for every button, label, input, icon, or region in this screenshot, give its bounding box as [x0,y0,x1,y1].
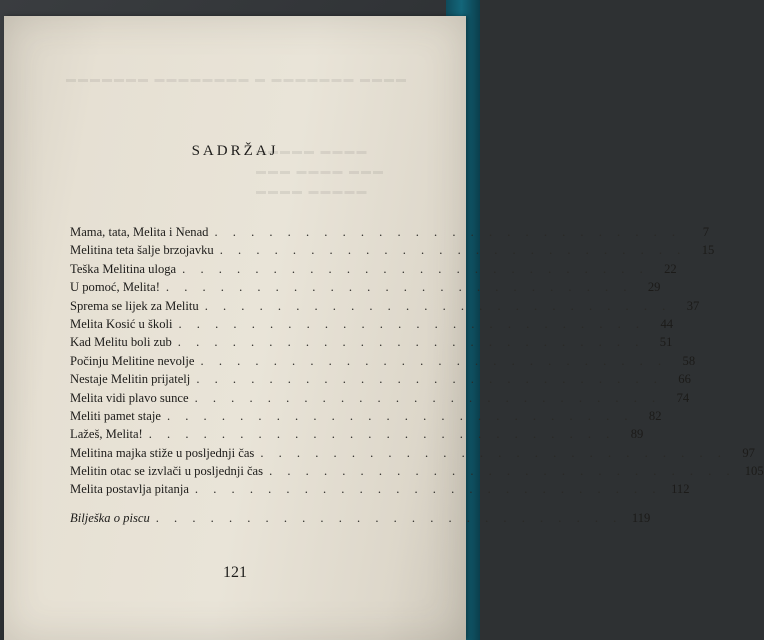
toc-entry-page: 66 [678,372,691,387]
dot-leader: . . . . . . . . . . . . . . . . . . . . . . . . . . [200,353,668,368]
dot-leader: . . . . . . . . . . . . . . . . . . . . . . . . . . [165,280,633,295]
toc-entry [70,352,696,370]
toc-entry-title: Nestaje Melitin prijatelj [70,372,191,387]
dot-leader: . . . . . . . . . . . . . . . . . . . . . . . . . . [178,316,646,331]
toc-entry-page: 105 [744,464,764,479]
toc-entry-author-note [70,509,651,527]
toc-entry-page: 15 [701,243,715,258]
dot-leader: . . . . . . . . . . . . . . . . . . . . . . . . . . [166,408,634,423]
show-through-text: ▬▬▬▬ ▬▬▬▬▬ [254,146,367,157]
dot-leader: . . . . . . . . . . . . . . . . . . . . . . . . . . [177,335,645,350]
toc-entry-page: 97 [742,445,755,460]
toc-entry-page: 119 [631,510,651,525]
toc-entry-title: Teška Melitina uloga [70,261,177,276]
toc-entry-page: 37 [686,298,700,313]
dot-leader: . . . . . . . . . . . . . . . . . . . . . . . . . . [196,372,663,387]
toc-entry [70,315,674,333]
toc-entry [70,480,690,498]
show-through-text: ▬▬▬▬▬ ▬▬▬▬ [254,186,367,197]
toc-entry [70,278,661,296]
toc-entry-page: 89 [630,427,644,442]
toc-entry [70,370,691,388]
toc-entry [70,241,715,259]
toc-entry-title: Kad Melitu boli zub [70,335,172,350]
toc-entry-title: Meliti pamet staje [70,408,161,423]
table-of-contents [70,223,764,527]
show-through-text: ▬▬▬▬ ▬▬▬▬▬▬▬ ▬ ▬▬▬▬▬▬▬▬ ▬▬▬▬▬▬▬ [64,74,406,85]
dot-leader: . . . . . . . . . . . . . . . . . . . . . . . . . . [182,261,649,276]
toc-entry-title: U pomoć, Melita! [70,280,160,295]
dot-leader: . . . . . . . . . . . . . . . . . . . . . . . . . . [260,445,727,460]
toc-entry-page: 29 [647,280,661,295]
dot-leader: . . . . . . . . . . . . . . . . . . . . . . . . . . [194,482,662,497]
toc-entry-page: 82 [648,408,662,423]
toc-entry [70,425,644,443]
toc-entry-title: Sprema se lijek za Melitu [70,298,199,313]
toc-entry [70,407,662,425]
toc-entry-title: Melita vidi plavo sunce [70,390,189,405]
toc-entry-page: 7 [702,225,710,239]
dot-leader: . . . . . . . . . . . . . . . . . . . . . . . . . . [148,427,616,442]
dot-leader: . . . . . . . . . . . . . . . . . . . . . . . . . . [194,390,662,405]
toc-entry [70,389,690,407]
dot-leader: . . . . . . . . . . . . . . . . . . . . . . . . . . [204,298,672,313]
toc-entry [70,462,764,480]
toc-entry-page: 74 [676,390,690,405]
toc-entry-title: Lažeš, Melita! [70,427,143,442]
toc-entry-page: 58 [682,353,696,368]
dot-leader: . . . . . . . . . . . . . . . . . . . . . . . . . . [155,510,623,525]
toc-entry-page: 112 [671,482,690,497]
toc-entry-title: Melita Kosić u školi [70,316,173,331]
page-number: 121 [223,564,247,581]
toc-entry-title: Bilješka o piscu [70,510,150,525]
toc-entry [70,333,673,351]
toc-entry-page: 44 [660,316,674,331]
toc-entry-title: Melitina majka stiže u posljednji čas [70,445,255,460]
toc-entry-title: Melitin otac se izvlači u posljednji čas [70,464,264,479]
contents-heading: SADRŽAJ [191,143,279,159]
toc-entry-title: Počinju Melitine nevolje [70,353,195,368]
toc-entry [70,260,677,278]
toc-entry-page: 22 [664,261,677,276]
show-through-text: ▬▬▬ ▬▬▬▬ ▬▬▬ [254,166,383,177]
book-page [4,16,764,640]
toc-entry [70,444,755,462]
toc-entry [70,223,710,241]
dot-leader: . . . . . . . . . . . . . . . . . . . . . . . . . . [214,225,682,239]
toc-entry-title: Melita postavlja pitanja [70,482,189,497]
dot-leader: . . . . . . . . . . . . . . . . . . . . . . . . . . [219,243,687,258]
toc-entry-title: Melitina teta šalje brzojavku [70,243,214,258]
toc-entry-title: Mama, tata, Melita i Nenad [70,225,209,239]
dot-leader: . . . . . . . . . . . . . . . . . . . . . . . . . . [269,464,736,479]
toc-entry-page: 51 [659,335,673,350]
toc-entry [70,297,700,315]
